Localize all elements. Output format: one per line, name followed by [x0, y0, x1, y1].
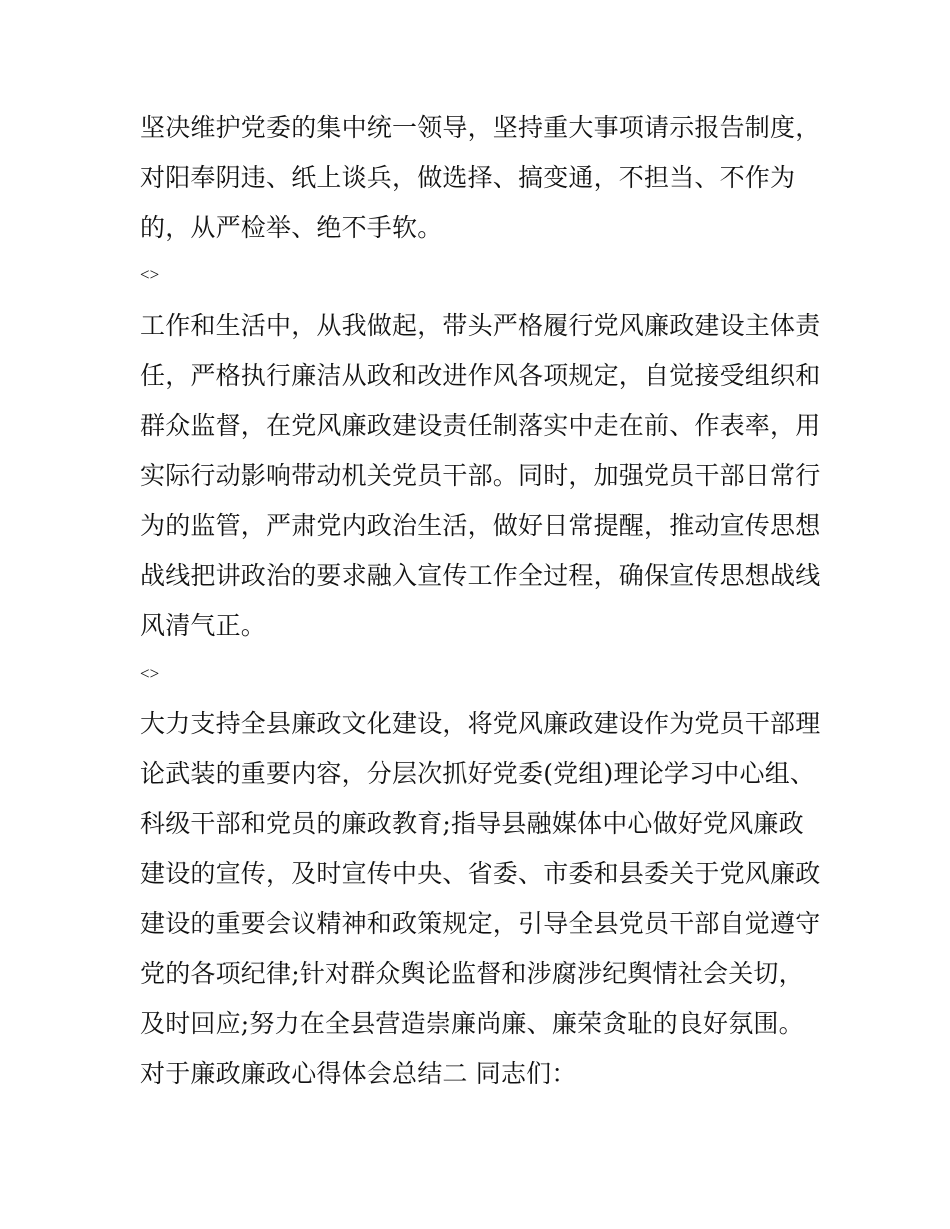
paragraph-2-line-4: 实际行动影响带动机关党员干部。同时，加强党员干部日常行 [140, 461, 821, 490]
separator-2: <> [140, 664, 160, 683]
paragraph-2-line-1: 工作和生活中，从我做起，带头严格履行党风廉政建设主体责 [140, 311, 821, 340]
paragraph-2-line-7: 风清气正。 [140, 611, 267, 640]
paragraph-2-line-3: 群众监督，在党风廉政建设责任制落实中走在前、作表率，用 [140, 411, 821, 440]
paragraph-3-line-3: 科级干部和党员的廉政教育;指导县融媒体中心做好党风廉政 [140, 809, 804, 838]
paragraph-1-line-2: 对阳奉阴违、纸上谈兵，做选择、搞变通，不担当、不作为 [140, 163, 796, 192]
paragraph-3-line-4: 建设的宣传，及时宣传中央、省委、市委和县委关于党风廉政 [140, 859, 821, 888]
paragraph-3-line-5: 建设的重要会议精神和政策规定，引导全县党员干部自觉遵守 [140, 909, 821, 938]
paragraph-3-line-2: 论武装的重要内容，分层次抓好党委(党组)理论学习中心组、 [140, 759, 816, 788]
paragraph-3-line-6: 党的各项纪律;针对群众舆论监督和涉腐涉纪舆情社会关切， [140, 959, 804, 988]
paragraph-1-line-3: 的，从严检举、绝不手软。 [140, 213, 443, 242]
paragraph-1-line-1: 坚决维护党委的集中统一领导，坚持重大事项请示报告制度， [140, 113, 821, 142]
separator-1: <> [140, 265, 160, 284]
paragraph-3-line-7: 及时回应;努力在全县营造崇廉尚廉、廉荣贪耻的良好氛围。 [140, 1009, 804, 1038]
paragraph-2-line-6: 战线把讲政治的要求融入宣传工作全过程，确保宣传思想战线 [140, 561, 821, 590]
paragraph-2-line-5: 为的监管，严肃党内政治生活，做好日常提醒，推动宣传思想 [140, 511, 821, 540]
closing-line: 对于廉政廉政心得体会总结二 同志们： [140, 1059, 577, 1088]
paragraph-2-line-2: 任，严格执行廉洁从政和改进作风各项规定，自觉接受组织和 [140, 361, 821, 390]
paragraph-3-line-1: 大力支持全县廉政文化建设，将党风廉政建设作为党员干部理 [140, 709, 821, 738]
